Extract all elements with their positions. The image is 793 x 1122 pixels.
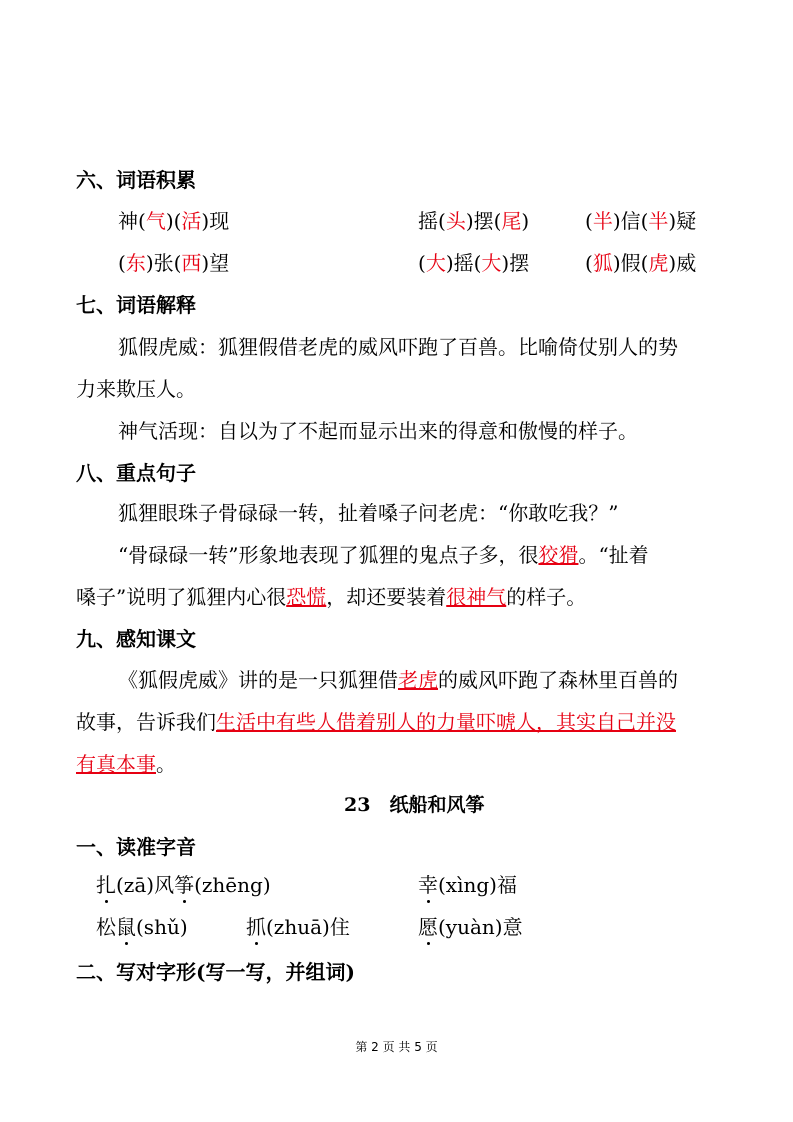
idiom-4: (东)张(西)望 (118, 251, 230, 275)
page-footer: 第 2 页 共 5 页 (355, 1040, 438, 1054)
answer-lesson: 生活中有些人借着别人的力量吓唬人，其实自己并没 (216, 710, 676, 734)
answer-panic: 恐慌 (286, 585, 327, 609)
heading-text-perception: 九、感知课文 (76, 627, 196, 651)
idiom-6: (狐)假(虎)威 (585, 251, 697, 275)
heading-write-characters: 二、写对字形(写一写，并组词) (76, 960, 355, 984)
idiom-3: (半)信(半)疑 (585, 209, 697, 233)
key-sentence: 狐狸眼珠子骨碌碌一转，扯着嗓子问老虎：“你敢吃我？” (118, 501, 619, 525)
summary-line2: 故事，告诉我们生活中有些人借着别人的力量吓唬人，其实自己并没 (76, 710, 676, 734)
pinyin-word-5: 愿(yuàn)意 (418, 915, 523, 939)
pinyin-word-3: 松鼠(shǔ) (96, 915, 188, 939)
heading-word-explanation: 七、词语解释 (76, 293, 196, 317)
analysis-line2: 嗓子”说明了狐狸内心很恐慌，却还要装着很神气的样子。 (76, 585, 587, 609)
analysis-line1: “骨碌碌一转”形象地表现了狐狸的鬼点子多，很狡猾。“扯着 (118, 543, 649, 567)
heading-key-sentence: 八、重点句子 (76, 461, 196, 485)
idiom-5: (大)摇(大)摆 (418, 251, 530, 275)
idiom-2: 摇(头)摆(尾) (418, 209, 530, 233)
heading-word-accumulation: 六、词语积累 (76, 168, 196, 192)
heading-pronunciation: 一、读准字音 (76, 835, 196, 859)
summary-line3: 有真本事。 (76, 752, 176, 776)
explanation-1-line2: 力来欺压人。 (76, 377, 196, 401)
pinyin-word-4: 抓(zhuā)住 (246, 915, 350, 939)
idiom-1: 神(气)(活)现 (118, 209, 230, 233)
answer-tiger: 老虎 (398, 668, 438, 692)
answer-cunning: 狡猾 (538, 543, 579, 567)
answer-lesson-end: 有真本事 (76, 752, 156, 776)
pinyin-word-1: 扎(zā)风筝(zhēng) (96, 873, 271, 897)
explanation-2: 神气活现：自以为了不起而显示出来的得意和傲慢的样子。 (118, 419, 638, 443)
explanation-1-line1: 狐假虎威：狐狸假借老虎的威风吓跑了百兽。比喻倚仗别人的势 (118, 335, 678, 359)
summary-line1: 《狐假虎威》讲的是一只狐狸借老虎的威风吓跑了森林里百兽的 (118, 668, 678, 692)
pinyin-word-2: 幸(xìng)福 (418, 873, 517, 897)
lesson-title: 23 纸船和风筝 (344, 794, 485, 816)
answer-proud: 很神气 (446, 585, 507, 609)
